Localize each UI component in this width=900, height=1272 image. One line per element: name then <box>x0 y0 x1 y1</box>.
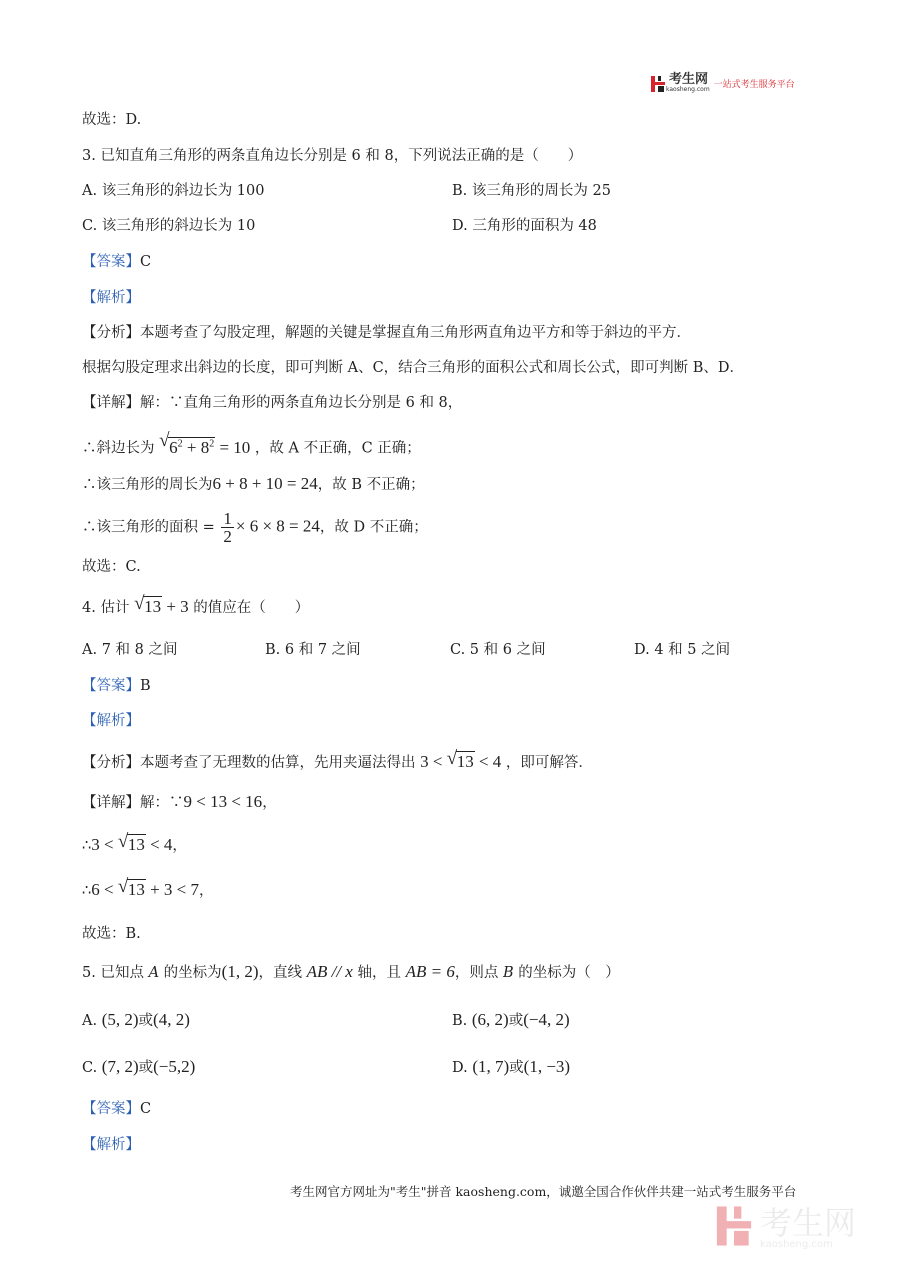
step-text-post: ，故 B 不正确； <box>317 477 425 493</box>
point-b-label: B <box>502 965 514 981</box>
option-or: 或 <box>508 1013 524 1029</box>
math-part: 3 < <box>91 835 114 854</box>
q4-analysis-tag <box>82 711 140 731</box>
step-text-post: ，故 A 不正确，C 正确； <box>254 440 421 457</box>
xiangjie-text-post: ， <box>262 795 277 811</box>
q3-fenxi-2: 根据勾股定理求出斜边的长度，即可判断 A、C，结合三角形的面积公式和周长公式，即可判断 B、D． <box>82 360 745 376</box>
fraction-half <box>221 510 234 545</box>
option-math: (1, 7) <box>472 1057 510 1076</box>
q3-option-c: C. 该三角形的斜边长为 10 <box>82 218 256 234</box>
radicand: 13 <box>144 597 162 616</box>
watermark-site: kaosheng.com <box>760 1238 833 1250</box>
q4-conclusion: 故选：B. <box>82 926 141 942</box>
point-a-label: A <box>148 965 160 981</box>
step-text: ∴斜边长为 <box>82 440 155 457</box>
q5-answer <box>82 1099 151 1119</box>
radicand: 13 <box>127 835 145 854</box>
radicand-b: 8 <box>200 437 210 457</box>
q3-step-3 <box>82 510 428 545</box>
q4-fenxi <box>82 748 593 773</box>
q3-option-d: D. 三角形的面积为 48 <box>452 218 597 234</box>
option-math: (7, 2) <box>101 1057 139 1076</box>
option-math: (4, 2) <box>153 1010 190 1029</box>
math-part: 6 < <box>91 880 114 899</box>
xiangjie-text: 解：∵直角三角形的两条直角边长分别是 6 和 8， <box>140 395 463 411</box>
kaosheng-logo-icon <box>650 75 666 93</box>
sqrt-expression: √ 13 <box>117 831 145 854</box>
page-footer: 考生网官方网址为"考生"拼音 kaosheng.com，诚邀全国合作伙伴共建一站式考生服务平台 <box>290 1184 797 1199</box>
math-part: + 3 < 7 <box>150 880 200 899</box>
option-or: 或 <box>138 1060 154 1076</box>
q5-option-b <box>452 1010 570 1031</box>
q4-step-2 <box>82 876 214 901</box>
stem-text: 5. 已知点 <box>82 965 144 981</box>
radicand: 13 <box>456 752 474 771</box>
q5-option-a <box>82 1010 190 1031</box>
stem-math <box>134 593 189 616</box>
q4-option-a: A. 7 和 8 之间 <box>82 642 178 658</box>
stem-text: 4. 估计 <box>82 600 130 616</box>
stem-math-tail: + 3 <box>166 597 189 616</box>
analysis-tag: 【解析】 <box>82 1137 140 1153</box>
q3-fenxi <box>82 323 691 343</box>
q4-stem <box>82 593 310 618</box>
radicand-a: 6 <box>169 437 178 457</box>
step-text: ∴该三角形的面积 = <box>82 519 215 536</box>
q4-option-b: B. 6 和 7 之间 <box>265 642 361 658</box>
watermark-text: 考生网 <box>760 1203 857 1242</box>
fenxi-tag: 【分析】 <box>82 325 140 341</box>
q3-xiangjie <box>82 393 462 413</box>
option-math: (−5,2) <box>153 1057 196 1076</box>
step-math <box>91 831 173 854</box>
q4-option-d: D. 4 和 5 之间 <box>634 642 731 658</box>
option-math: (−4, 2) <box>523 1010 570 1029</box>
step-text-post: ， <box>199 883 214 899</box>
step-math-tail: = 10 <box>219 437 251 457</box>
q3-answer <box>82 252 151 272</box>
option-or: 或 <box>509 1060 524 1076</box>
watermark-logo-icon <box>714 1204 754 1252</box>
step-math <box>159 430 251 457</box>
header-logo <box>650 74 795 93</box>
step-text-post: ，故 D 不正确； <box>319 519 428 536</box>
option-label: B. <box>452 1013 468 1029</box>
q3-analysis-tag <box>82 288 140 308</box>
sqrt-expression: √ $6^2 + 8^2$ <box>159 430 215 457</box>
xiangjie-tag: 【详解】 <box>82 395 140 411</box>
q5-analysis-tag <box>82 1135 140 1155</box>
fraction-denominator: 2 <box>223 527 232 546</box>
option-label: C. <box>82 1060 98 1076</box>
watermark <box>714 1204 856 1252</box>
fraction-numerator: 1 <box>223 509 232 528</box>
q5-option-d <box>452 1057 570 1078</box>
answer-tag: 【答案】 <box>82 254 140 270</box>
sqrt-expression: √ 13 <box>117 876 145 899</box>
fenxi-text: 本题考查了勾股定理，解题的关键是掌握直角三角形两直角边平方和等于斜边的平方． <box>140 325 691 341</box>
logo-site: kaosheng.com <box>666 86 710 93</box>
option-label: D. <box>452 1060 468 1076</box>
q3-option-b: B. 该三角形的周长为 25 <box>452 183 611 199</box>
option-math: (6, 2) <box>471 1010 509 1029</box>
stem-text: 的坐标为 <box>163 965 222 981</box>
q4-xiangjie <box>82 792 277 813</box>
stem-text-post: 的坐标为（ ） <box>518 965 620 981</box>
q3-stem: 3. 已知直角三角形的两条直角边长分别是 6 和 8，下列说法正确的是（ ） <box>82 148 583 164</box>
option-or: 或 <box>138 1013 154 1029</box>
q5-option-c <box>82 1057 195 1078</box>
answer-tag: 【答案】 <box>82 1101 140 1117</box>
q3-step-1 <box>82 430 421 459</box>
stem-math: AB = 6 <box>405 962 455 981</box>
q3-option-a: A. 该三角形的斜边长为 100 <box>82 183 265 199</box>
stem-text: ，直线 <box>258 965 302 981</box>
q4-answer <box>82 676 151 696</box>
xiangjie-math: 9 < 13 < 16 <box>183 792 263 811</box>
answer-value: C <box>140 1101 152 1117</box>
fenxi-tag: 【分析】 <box>82 755 140 771</box>
header-slogan: 一站式考生服务平台 <box>713 80 795 90</box>
step-text-post: ， <box>172 838 187 854</box>
radicand: 13 <box>127 880 145 899</box>
step-math: × 6 × 8 = 24 <box>235 516 320 536</box>
step-text: ∴该三角形的周长为 <box>82 477 213 493</box>
math-part: 3 < <box>420 752 443 771</box>
sqrt-expression: √ 13 <box>134 593 162 616</box>
q2-conclusion: 故选：D. <box>82 112 142 128</box>
step-math: 6 + 8 + 10 = 24 <box>212 474 318 493</box>
fenxi-math <box>420 748 502 771</box>
step-text: ∴ <box>82 883 92 899</box>
answer-tag: 【答案】 <box>82 678 140 694</box>
sqrt-expression: √ 13 <box>446 748 474 771</box>
stem-text: 轴，且 <box>357 965 401 981</box>
math-part: < 4 <box>150 835 173 854</box>
q4-step-1 <box>82 831 187 856</box>
xiangjie-text: 解：∵ <box>140 795 184 811</box>
step-text: ∴ <box>82 838 92 854</box>
stem-math: AB // x <box>306 962 353 981</box>
stem-text-post: 的值应在（ ） <box>193 600 310 616</box>
math-part: < 4 <box>478 752 502 771</box>
option-label: A. <box>82 1013 98 1029</box>
q3-step-2 <box>82 474 425 495</box>
q4-option-c: C. 5 和 6 之间 <box>450 642 546 658</box>
fenxi-text: 本题考查了无理数的估算，先用夹逼法得出 <box>140 755 416 771</box>
answer-value: C <box>140 254 152 270</box>
analysis-tag: 【解析】 <box>82 713 140 729</box>
q3-conclusion: 故选：C. <box>82 559 141 575</box>
stem-math: (1, 2) <box>221 962 259 981</box>
option-math: (1, −3) <box>523 1057 571 1076</box>
fenxi-text-post: ，即可解答． <box>505 755 593 771</box>
step-math <box>91 876 200 899</box>
logo-name: 考生网 <box>669 72 709 87</box>
q5-stem <box>82 962 620 983</box>
stem-text: ，则点 <box>454 965 499 981</box>
analysis-tag: 【解析】 <box>82 290 140 306</box>
answer-value: B <box>140 678 151 694</box>
option-math: (5, 2) <box>101 1010 139 1029</box>
xiangjie-tag: 【详解】 <box>82 795 140 811</box>
